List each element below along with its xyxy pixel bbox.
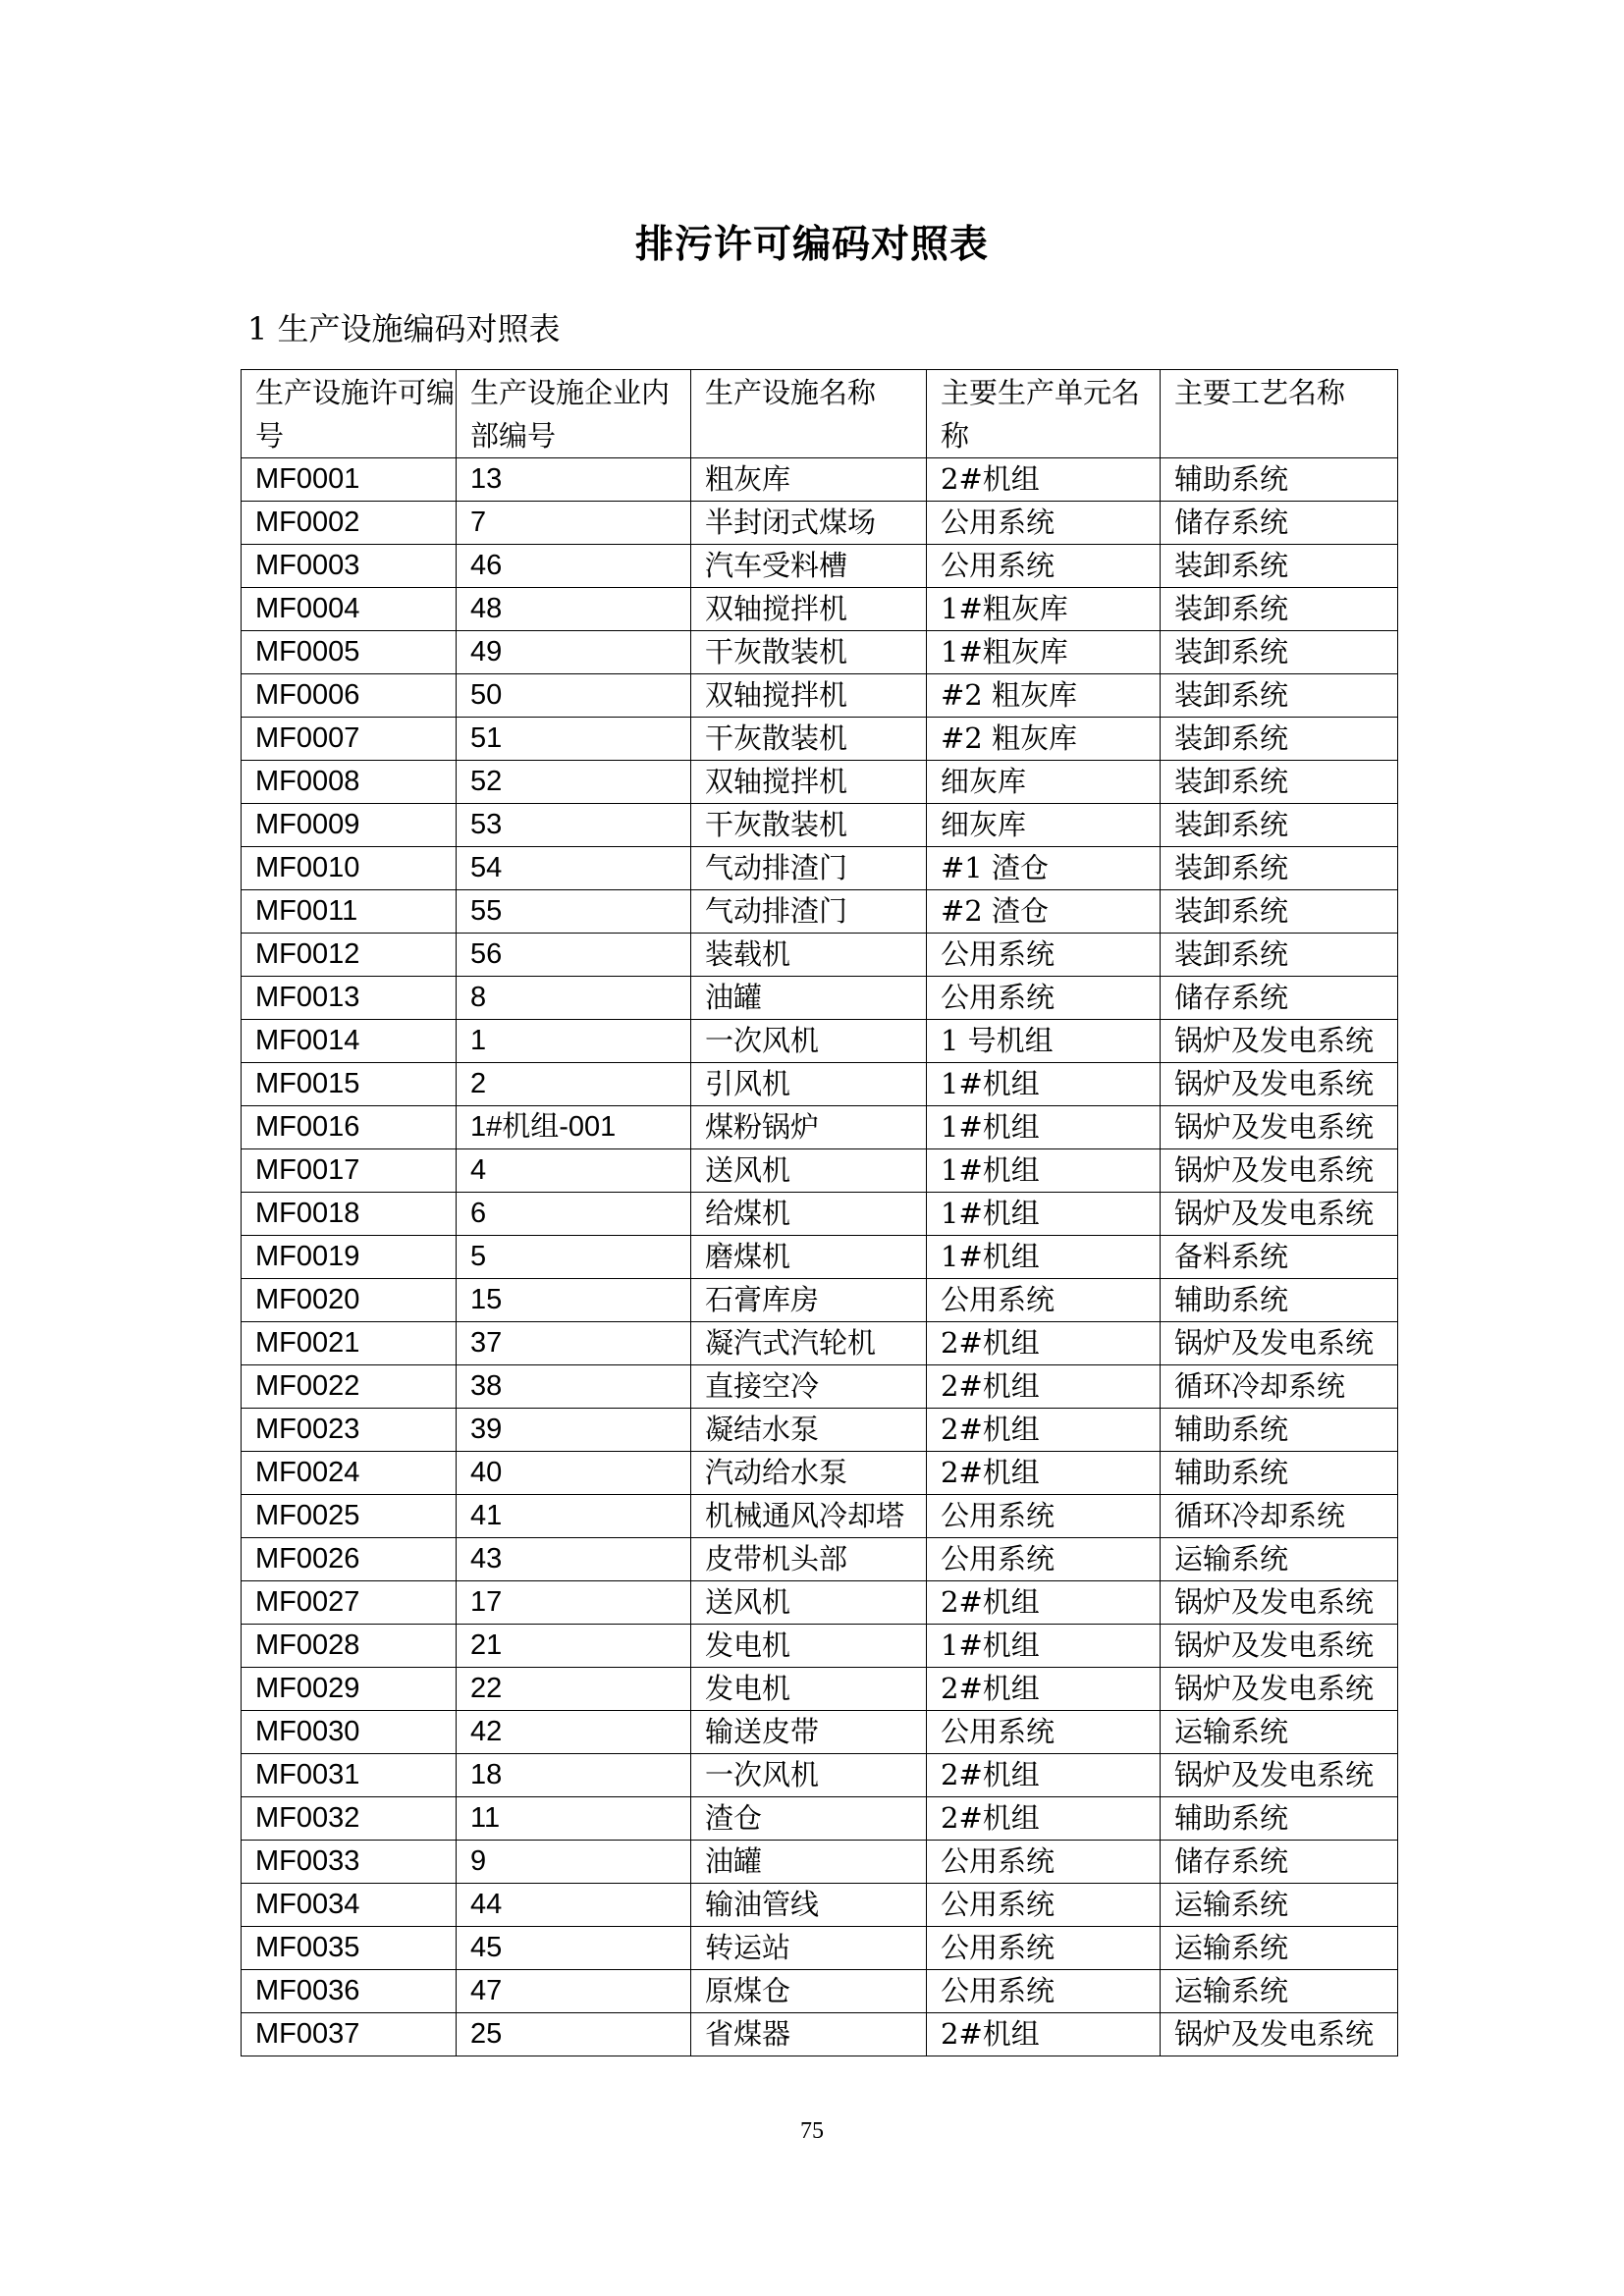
table-cell: 循环冷却系统 bbox=[1161, 1495, 1398, 1538]
table-cell: 储存系统 bbox=[1161, 502, 1398, 545]
table-cell: 公用系统 bbox=[927, 1884, 1161, 1927]
table-cell: MF0033 bbox=[242, 1841, 457, 1884]
table-cell: 装卸系统 bbox=[1161, 545, 1398, 588]
table-cell: 锅炉及发电系统 bbox=[1161, 2013, 1398, 2056]
table-cell: 39 bbox=[457, 1409, 691, 1452]
table-cell: MF0027 bbox=[242, 1581, 457, 1625]
table-cell: MF0008 bbox=[242, 761, 457, 804]
table-cell: MF0037 bbox=[242, 2013, 457, 2056]
table-row bbox=[242, 1106, 1398, 1149]
column-header: 主要工艺名称 bbox=[1161, 370, 1398, 458]
table-cell: 辅助系统 bbox=[1161, 1797, 1398, 1841]
table-cell: 汽车受料槽 bbox=[691, 545, 927, 588]
table-cell: 锅炉及发电系统 bbox=[1161, 1581, 1398, 1625]
table-cell: 输送皮带 bbox=[691, 1711, 927, 1754]
table-row bbox=[242, 588, 1398, 631]
table-cell: 锅炉及发电系统 bbox=[1161, 1754, 1398, 1797]
table-cell: 公用系统 bbox=[927, 545, 1161, 588]
table-cell: 公用系统 bbox=[927, 977, 1161, 1020]
table-cell: MF0030 bbox=[242, 1711, 457, 1754]
table-cell: 48 bbox=[457, 588, 691, 631]
table-row bbox=[242, 890, 1398, 934]
table-cell: 辅助系统 bbox=[1161, 1452, 1398, 1495]
column-header: 生产设施许可编号 bbox=[242, 370, 457, 458]
table-cell: MF0001 bbox=[242, 458, 457, 502]
table-cell: MF0026 bbox=[242, 1538, 457, 1581]
table-cell: 5 bbox=[457, 1236, 691, 1279]
table-cell: MF0022 bbox=[242, 1365, 457, 1409]
table-cell: 装卸系统 bbox=[1161, 804, 1398, 847]
table-cell: MF0016 bbox=[242, 1106, 457, 1149]
table-cell: 2#机组 bbox=[927, 458, 1161, 502]
table-cell: 辅助系统 bbox=[1161, 1279, 1398, 1322]
table-cell: 一次风机 bbox=[691, 1020, 927, 1063]
table-row bbox=[242, 1625, 1398, 1668]
table-cell: 2#机组 bbox=[927, 1409, 1161, 1452]
table-cell: 送风机 bbox=[691, 1149, 927, 1193]
table-cell: 40 bbox=[457, 1452, 691, 1495]
table-cell: 渣仓 bbox=[691, 1797, 927, 1841]
table-row bbox=[242, 1063, 1398, 1106]
table-cell: 装载机 bbox=[691, 934, 927, 977]
table-cell: 公用系统 bbox=[927, 1538, 1161, 1581]
table-row bbox=[242, 458, 1398, 502]
table-cell: 公用系统 bbox=[927, 1711, 1161, 1754]
table-cell: 气动排渣门 bbox=[691, 890, 927, 934]
table-row bbox=[242, 1020, 1398, 1063]
table-cell: 双轴搅拌机 bbox=[691, 588, 927, 631]
table-row bbox=[242, 847, 1398, 890]
table-body bbox=[242, 458, 1398, 2056]
table-cell: 干灰散装机 bbox=[691, 631, 927, 674]
table-cell: 2#机组 bbox=[927, 1581, 1161, 1625]
table-cell: MF0035 bbox=[242, 1927, 457, 1970]
table-cell: MF0005 bbox=[242, 631, 457, 674]
table-cell: 公用系统 bbox=[927, 502, 1161, 545]
table-cell: 2#机组 bbox=[927, 1322, 1161, 1365]
column-header: 生产设施名称 bbox=[691, 370, 927, 458]
table-cell: 1 号机组 bbox=[927, 1020, 1161, 1063]
table-cell: 54 bbox=[457, 847, 691, 890]
table-cell: 转运站 bbox=[691, 1927, 927, 1970]
table-cell: 公用系统 bbox=[927, 1927, 1161, 1970]
table-cell: MF0004 bbox=[242, 588, 457, 631]
table-cell: 4 bbox=[457, 1149, 691, 1193]
table-cell: 装卸系统 bbox=[1161, 588, 1398, 631]
table-cell: 干灰散装机 bbox=[691, 718, 927, 761]
table-cell: 41 bbox=[457, 1495, 691, 1538]
table-cell: 1#机组 bbox=[927, 1149, 1161, 1193]
table-cell: 2#机组 bbox=[927, 1452, 1161, 1495]
table-cell: 锅炉及发电系统 bbox=[1161, 1149, 1398, 1193]
table-cell: 装卸系统 bbox=[1161, 761, 1398, 804]
table-cell: 49 bbox=[457, 631, 691, 674]
table-cell: 公用系统 bbox=[927, 1279, 1161, 1322]
table-cell: 运输系统 bbox=[1161, 1927, 1398, 1970]
table-cell: 53 bbox=[457, 804, 691, 847]
table-row bbox=[242, 1581, 1398, 1625]
table-row bbox=[242, 804, 1398, 847]
table-cell: 锅炉及发电系统 bbox=[1161, 1668, 1398, 1711]
table-cell: 细灰库 bbox=[927, 804, 1161, 847]
table-cell: MF0015 bbox=[242, 1063, 457, 1106]
table-row bbox=[242, 1495, 1398, 1538]
table-cell: 公用系统 bbox=[927, 934, 1161, 977]
table-cell: 1#机组 bbox=[927, 1193, 1161, 1236]
table-cell: 装卸系统 bbox=[1161, 674, 1398, 718]
table-cell: 装卸系统 bbox=[1161, 890, 1398, 934]
table-cell: 公用系统 bbox=[927, 1841, 1161, 1884]
table-cell: 13 bbox=[457, 458, 691, 502]
table-cell: 1#粗灰库 bbox=[927, 631, 1161, 674]
table-cell: 锅炉及发电系统 bbox=[1161, 1106, 1398, 1149]
table-cell: 52 bbox=[457, 761, 691, 804]
table-cell: 省煤器 bbox=[691, 2013, 927, 2056]
table-cell: 循环冷却系统 bbox=[1161, 1365, 1398, 1409]
table-cell: #2 粗灰库 bbox=[927, 674, 1161, 718]
table-cell: 凝汽式汽轮机 bbox=[691, 1322, 927, 1365]
table-cell: 储存系统 bbox=[1161, 1841, 1398, 1884]
table-cell: 1 bbox=[457, 1020, 691, 1063]
table-cell: MF0017 bbox=[242, 1149, 457, 1193]
table-cell: 7 bbox=[457, 502, 691, 545]
table-row bbox=[242, 718, 1398, 761]
table-row bbox=[242, 761, 1398, 804]
column-header: 生产设施企业内部编号 bbox=[457, 370, 691, 458]
table-cell: 装卸系统 bbox=[1161, 934, 1398, 977]
document-title: 排污许可编码对照表 bbox=[634, 222, 989, 267]
table-cell: 引风机 bbox=[691, 1063, 927, 1106]
table-cell: 1#粗灰库 bbox=[927, 588, 1161, 631]
table-cell: MF0029 bbox=[242, 1668, 457, 1711]
table-cell: 37 bbox=[457, 1322, 691, 1365]
table-cell: MF0014 bbox=[242, 1020, 457, 1063]
table-cell: 磨煤机 bbox=[691, 1236, 927, 1279]
table-cell: 装卸系统 bbox=[1161, 631, 1398, 674]
table-cell: 粗灰库 bbox=[691, 458, 927, 502]
table-cell: 运输系统 bbox=[1161, 1538, 1398, 1581]
table-row bbox=[242, 1711, 1398, 1754]
table-cell: 直接空冷 bbox=[691, 1365, 927, 1409]
table-row bbox=[242, 1322, 1398, 1365]
page-number: 75 bbox=[800, 2118, 824, 2144]
table-cell: 2 bbox=[457, 1063, 691, 1106]
table-cell: 辅助系统 bbox=[1161, 1409, 1398, 1452]
table-cell: 21 bbox=[457, 1625, 691, 1668]
table-row bbox=[242, 1797, 1398, 1841]
table-cell: MF0023 bbox=[242, 1409, 457, 1452]
table-cell: 43 bbox=[457, 1538, 691, 1581]
table-cell: 运输系统 bbox=[1161, 1970, 1398, 2013]
table-cell: 1#机组 bbox=[927, 1106, 1161, 1149]
table-row bbox=[242, 977, 1398, 1020]
table-row bbox=[242, 1365, 1398, 1409]
table-cell: MF0031 bbox=[242, 1754, 457, 1797]
table-cell: 锅炉及发电系统 bbox=[1161, 1193, 1398, 1236]
table-cell: MF0032 bbox=[242, 1797, 457, 1841]
table-cell: 装卸系统 bbox=[1161, 847, 1398, 890]
table-cell: 2#机组 bbox=[927, 1668, 1161, 1711]
table-row bbox=[242, 2013, 1398, 2056]
table-cell: 9 bbox=[457, 1841, 691, 1884]
table-row bbox=[242, 502, 1398, 545]
table-cell: 1#机组 bbox=[927, 1625, 1161, 1668]
table-cell: 56 bbox=[457, 934, 691, 977]
table-cell: 2#机组 bbox=[927, 2013, 1161, 2056]
table-cell: MF0007 bbox=[242, 718, 457, 761]
table-cell: MF0021 bbox=[242, 1322, 457, 1365]
table-cell: 2#机组 bbox=[927, 1797, 1161, 1841]
table-row bbox=[242, 674, 1398, 718]
table-cell: 11 bbox=[457, 1797, 691, 1841]
table-cell: 输油管线 bbox=[691, 1884, 927, 1927]
table-cell: 1#机组 bbox=[927, 1236, 1161, 1279]
table-cell: 细灰库 bbox=[927, 761, 1161, 804]
table-cell: MF0025 bbox=[242, 1495, 457, 1538]
table-cell: 锅炉及发电系统 bbox=[1161, 1625, 1398, 1668]
table-row bbox=[242, 1193, 1398, 1236]
table-cell: 公用系统 bbox=[927, 1495, 1161, 1538]
table-cell: 储存系统 bbox=[1161, 977, 1398, 1020]
table-cell: 一次风机 bbox=[691, 1754, 927, 1797]
table-cell: 煤粉锅炉 bbox=[691, 1106, 927, 1149]
table-cell: 1#机组-001 bbox=[457, 1106, 691, 1149]
table-cell: MF0003 bbox=[242, 545, 457, 588]
table-cell: 给煤机 bbox=[691, 1193, 927, 1236]
table-row bbox=[242, 1236, 1398, 1279]
table-cell: MF0020 bbox=[242, 1279, 457, 1322]
table-cell: 22 bbox=[457, 1668, 691, 1711]
table-cell: 42 bbox=[457, 1711, 691, 1754]
table-row bbox=[242, 1409, 1398, 1452]
table-cell: 6 bbox=[457, 1193, 691, 1236]
table-cell: 47 bbox=[457, 1970, 691, 2013]
table-cell: 2#机组 bbox=[927, 1754, 1161, 1797]
table-cell: 原煤仓 bbox=[691, 1970, 927, 2013]
table-cell: 送风机 bbox=[691, 1581, 927, 1625]
table-row bbox=[242, 1841, 1398, 1884]
table-cell: MF0024 bbox=[242, 1452, 457, 1495]
table-cell: MF0010 bbox=[242, 847, 457, 890]
table-row bbox=[242, 1279, 1398, 1322]
table-row bbox=[242, 1452, 1398, 1495]
table-cell: 锅炉及发电系统 bbox=[1161, 1020, 1398, 1063]
table-cell: 锅炉及发电系统 bbox=[1161, 1063, 1398, 1106]
table-cell: 半封闭式煤场 bbox=[691, 502, 927, 545]
table-cell: 油罐 bbox=[691, 977, 927, 1020]
table-cell: 石膏库房 bbox=[691, 1279, 927, 1322]
table-row bbox=[242, 1927, 1398, 1970]
table-cell: 15 bbox=[457, 1279, 691, 1322]
table-row bbox=[242, 1884, 1398, 1927]
table-cell: MF0006 bbox=[242, 674, 457, 718]
table-cell: 运输系统 bbox=[1161, 1884, 1398, 1927]
table-cell: 锅炉及发电系统 bbox=[1161, 1322, 1398, 1365]
table-cell: #2 粗灰库 bbox=[927, 718, 1161, 761]
table-cell: MF0009 bbox=[242, 804, 457, 847]
table-cell: 44 bbox=[457, 1884, 691, 1927]
table-cell: 51 bbox=[457, 718, 691, 761]
table-cell: 皮带机头部 bbox=[691, 1538, 927, 1581]
table-cell: MF0002 bbox=[242, 502, 457, 545]
table-row bbox=[242, 1754, 1398, 1797]
table-cell: 装卸系统 bbox=[1161, 718, 1398, 761]
table-cell: 50 bbox=[457, 674, 691, 718]
table-cell: MF0028 bbox=[242, 1625, 457, 1668]
table-cell: 17 bbox=[457, 1581, 691, 1625]
table-row bbox=[242, 1668, 1398, 1711]
table-cell: MF0012 bbox=[242, 934, 457, 977]
column-header: 主要生产单元名称 bbox=[927, 370, 1161, 458]
table-cell: 公用系统 bbox=[927, 1970, 1161, 2013]
table-cell: MF0036 bbox=[242, 1970, 457, 2013]
table-cell: 气动排渣门 bbox=[691, 847, 927, 890]
table-cell: MF0018 bbox=[242, 1193, 457, 1236]
table-cell: 干灰散装机 bbox=[691, 804, 927, 847]
table-cell: 发电机 bbox=[691, 1625, 927, 1668]
table-cell: 2#机组 bbox=[927, 1365, 1161, 1409]
table-cell: MF0019 bbox=[242, 1236, 457, 1279]
table-cell: #2 渣仓 bbox=[927, 890, 1161, 934]
table-cell: 46 bbox=[457, 545, 691, 588]
section-heading: 1 生产设施编码对照表 bbox=[247, 310, 561, 347]
table-cell: 1#机组 bbox=[927, 1063, 1161, 1106]
table-cell: 38 bbox=[457, 1365, 691, 1409]
table-row bbox=[242, 545, 1398, 588]
table-cell: MF0013 bbox=[242, 977, 457, 1020]
table-cell: 机械通风冷却塔 bbox=[691, 1495, 927, 1538]
table-cell: 45 bbox=[457, 1927, 691, 1970]
table-row bbox=[242, 1970, 1398, 2013]
table-cell: 25 bbox=[457, 2013, 691, 2056]
table-row bbox=[242, 631, 1398, 674]
table-cell: 油罐 bbox=[691, 1841, 927, 1884]
table-header-row bbox=[242, 370, 1398, 458]
table-cell: 8 bbox=[457, 977, 691, 1020]
table-cell: 双轴搅拌机 bbox=[691, 761, 927, 804]
table-row bbox=[242, 1149, 1398, 1193]
table-row bbox=[242, 1538, 1398, 1581]
facility-code-table bbox=[241, 369, 1398, 2056]
table-cell: MF0011 bbox=[242, 890, 457, 934]
table-cell: 凝结水泵 bbox=[691, 1409, 927, 1452]
table-cell: MF0034 bbox=[242, 1884, 457, 1927]
table-cell: 双轴搅拌机 bbox=[691, 674, 927, 718]
table-cell: 18 bbox=[457, 1754, 691, 1797]
table-cell: 辅助系统 bbox=[1161, 458, 1398, 502]
table-cell: 备料系统 bbox=[1161, 1236, 1398, 1279]
table-row bbox=[242, 934, 1398, 977]
table-cell: 运输系统 bbox=[1161, 1711, 1398, 1754]
table-cell: 发电机 bbox=[691, 1668, 927, 1711]
table-cell: #1 渣仓 bbox=[927, 847, 1161, 890]
table-cell: 55 bbox=[457, 890, 691, 934]
table-cell: 汽动给水泵 bbox=[691, 1452, 927, 1495]
